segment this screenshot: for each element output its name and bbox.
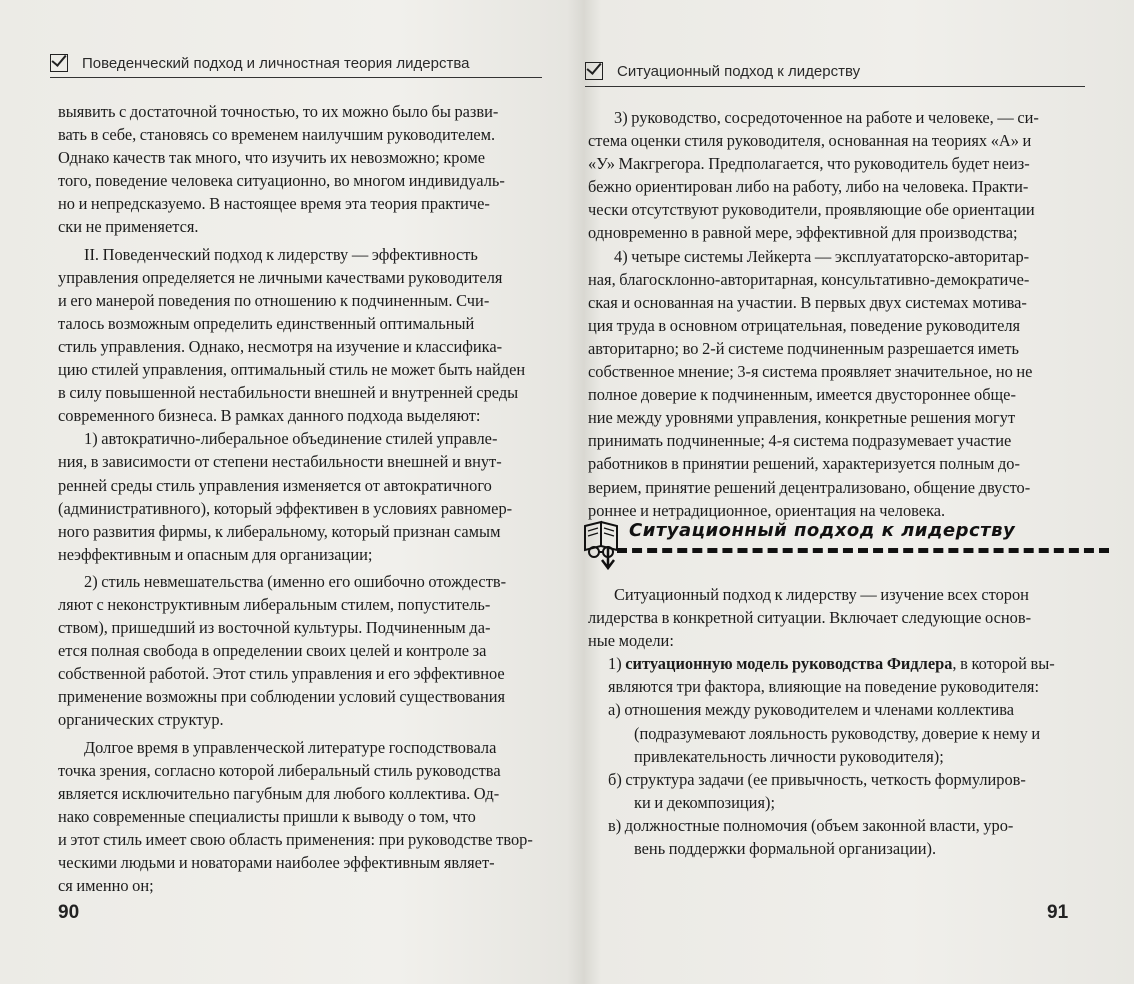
right-body-text-2: [588, 583, 1086, 860]
left-para-3: 1) автократично-либеральное объединение стилей управле- ния, в зависимости от степени нестабильности внешней и внут- ренней среды стиль управления изменяется от автократичного (административного), который эффективен в условиях равномер- ного развития фирмы, к либеральному, который признан самым неэффективным и опасным для организации;: [58, 429, 513, 564]
right-running-head: [585, 62, 1085, 80]
section-heading: [579, 512, 1099, 572]
left-head-rule: [50, 77, 542, 78]
left-para-2: II. Поведенческий подход к лидерству — эффективность управления определяется не личными качествами руководителя и его манерой поведения по отношению к подчиненным. Счи- талось возможным определить единственный оптимальный стиль управления. Однако, несмотря на изучение и классифика- цию стилей управления, оптимальный стиль не может быть найден в силу повышенной нестабильности внешней и внутренней среды современного бизнеса. В рамках данного подхода выделяют:: [58, 244, 526, 426]
list-item-1: 1) ситуационную модель руководства Фидлера, в которой вы- являются три фактора, влияющие на поведение руководителя:: [608, 654, 1055, 697]
sub-item-a: а) отношения между руководителем и членами коллектива (подразумевают лояльность руководству, доверие к нему и привлекательность личности руководителя);: [608, 700, 1041, 766]
section-dashed-rule: [617, 548, 1109, 553]
section-intro: Ситуационный подход к лидерству — изучение всех сторон лидерства в конкретной ситуации. Включает следующие основ- ные модели:: [588, 585, 1032, 651]
right-page: [567, 0, 1134, 984]
right-running-head-text: Ситуационный подход к лидерству: [617, 63, 861, 80]
left-para-1: выявить с достаточной точностью, то их можно было бы разви- вать в себе, становясь со временем наилучшим руководителем. Однако качеств так много, что изучить их невозможно; кроме того, поведение человека ситуационно, во многом индивидуаль- но и непредсказуемо. В настоящее время эта теория практиче- ски не применяется.: [58, 102, 505, 237]
sub-item-b: б) структура задачи (ее привычность, четкость формулиров- ки и декомпозиция);: [608, 769, 1026, 812]
left-page-number: 90: [58, 902, 80, 923]
checkbox-icon: [50, 54, 68, 72]
left-para-4: 2) стиль невмешательства (именно его ошибочно отождеств- ляют с неконструктивным либеральным стилем, попуститель- ством), пришедший из восточной культуры. Подчиненным да- ется полная свобода в определении своих целей и контроле за собственной работой. Этот стиль управления и его эффективное применение возможны при соблюдении условий существования органических структур.: [58, 571, 507, 730]
right-para-1: 3) руководство, сосредоточенное на работе и человеке, — си- стема оценки стиля руководителя, основанная на теориях «А» и «У» Макгрегора. Предполагается, что руководитель будет неиз- бежно ориентирован либо на работу, либо на человека. Практи- чески отсутствуют руководители, проявляющие обе ориентации одновременно в равной мере, эффективной для производства;: [588, 108, 1039, 243]
checkbox-icon: [585, 62, 603, 80]
left-body-text: [58, 100, 544, 897]
right-para-2: 4) четыре системы Лейкерта — эксплуататорско-авторитар- ная, благосклонно-авторитарная, консультативно-демократиче- ская и основанная на участии. В первых двух системах мотива- ция труда в основном отрицательная, поведение руководителя авторитарно; во 2-й системе подчиненным разрешается иметь собственное мнение; 3-я система проявляет значительное, но не полное доверие к подчиненным, имеется двустороннее обще- ние между уровнями управления, конкретные решения могут принимать подчиненные; 4-я система подразумевает участие работников в принятии решений, характеризуется полным до- верием, принятие решений децентрализовано, общение двусто- роннее и нетрадиционное, ориентация на человека.: [588, 246, 1033, 520]
right-page-number: 91: [1047, 902, 1069, 923]
arrow-down-icon: [599, 546, 617, 572]
left-running-head-text: Поведенческий подход и личностная теория лидерства: [82, 55, 470, 72]
right-head-rule: [585, 86, 1085, 87]
sub-item-v: в) должностные полномочия (объем законной власти, уро- вень поддержки формальной организации).: [608, 815, 1014, 859]
left-para-5: Долгое время в управленческой литературе господствовала точка зрения, согласно которой либеральный стиль руководства является исключительно пагубным для любого коллектива. Од- нако современные специалисты пришли к выводу о том, что и этот стиль имеет свою область применения: при руководстве твор- ческими людьми и новаторами наиболее эффективным являет- ся именно он;: [58, 737, 533, 896]
section-title: Ситуационный подход к лидерству: [629, 520, 1016, 541]
left-running-head: [50, 54, 540, 72]
right-body-text: [588, 106, 1086, 522]
